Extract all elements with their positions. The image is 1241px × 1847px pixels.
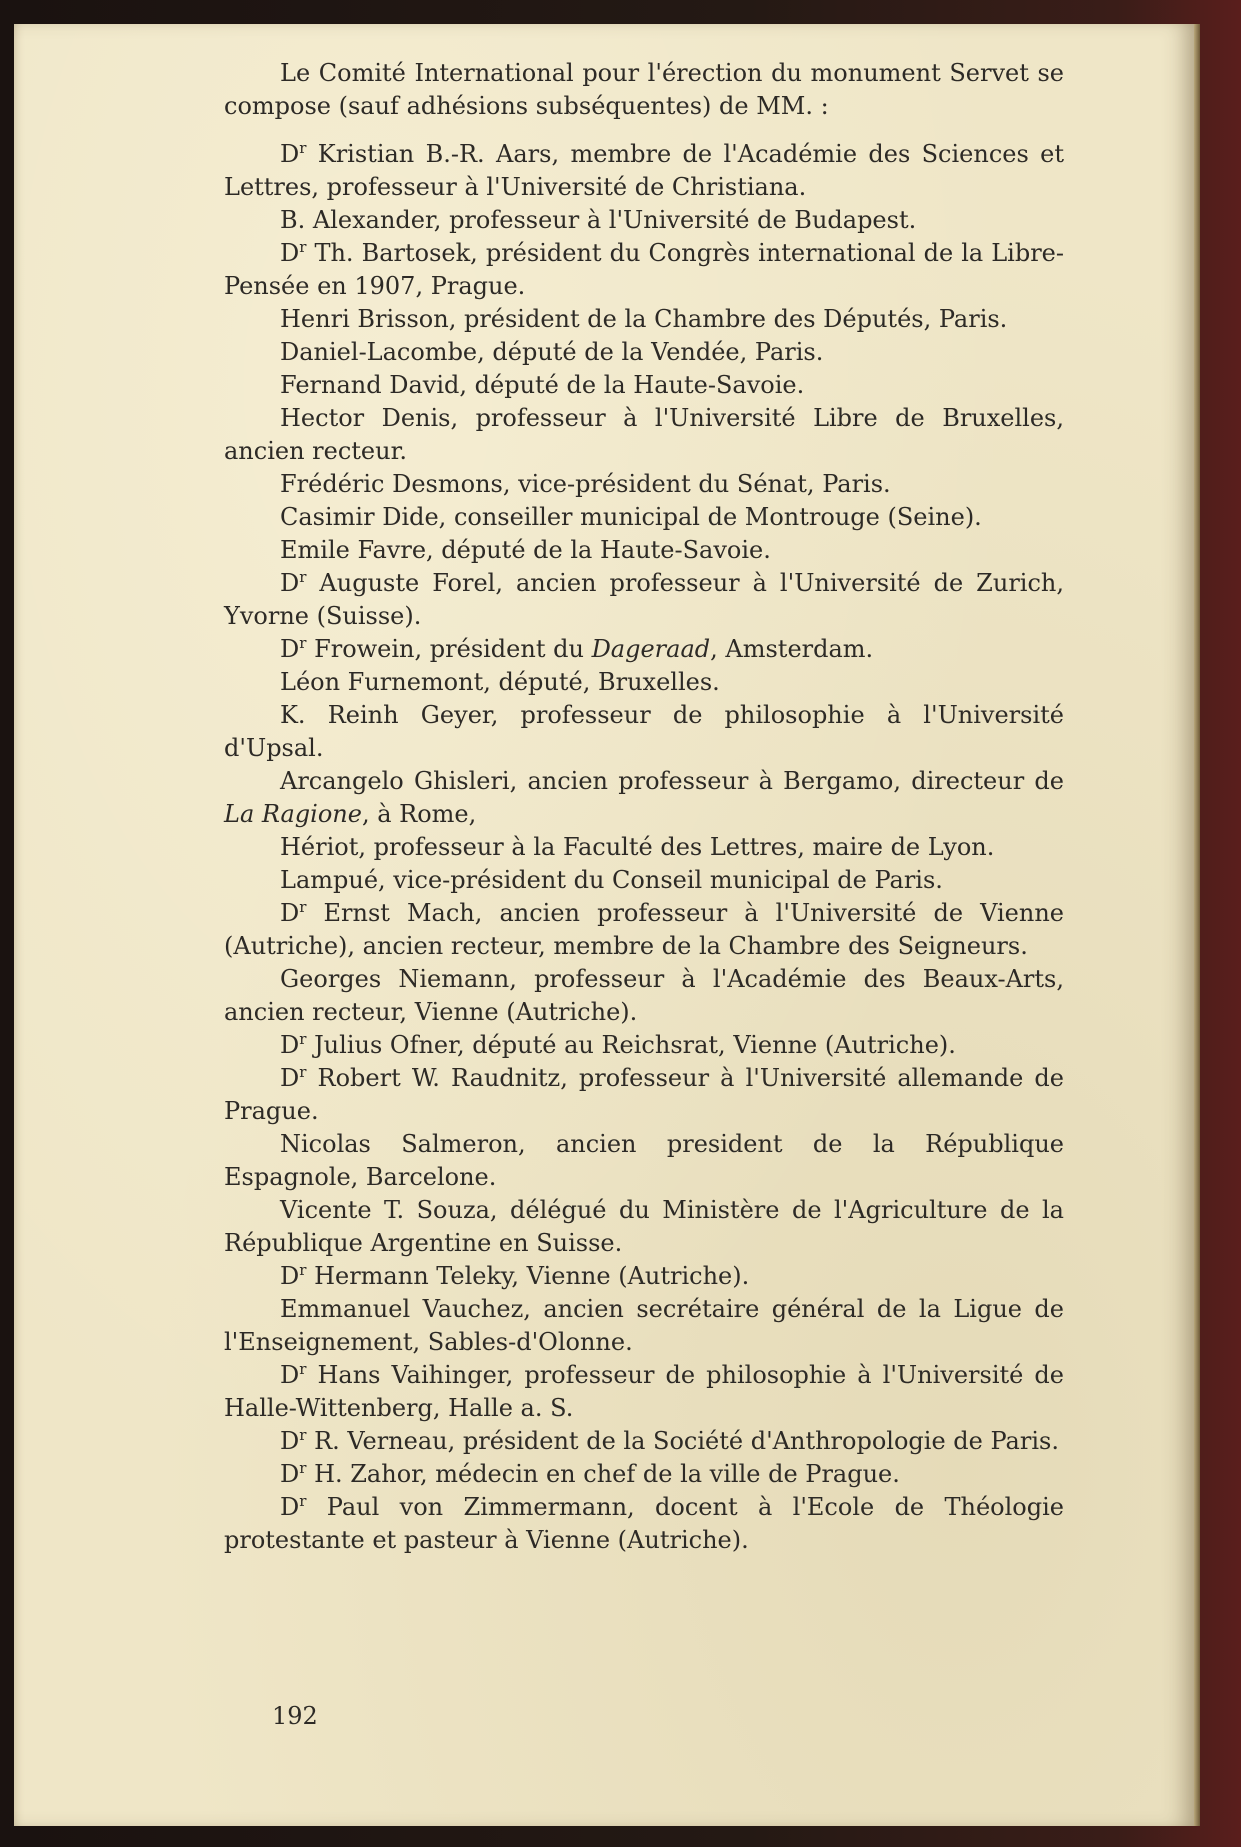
member-text: Vicente T. Souza, délégué du Ministère de l'Agriculture de la République Argentine en Suisse.	[224, 1196, 1064, 1257]
member-text: Julius Ofner, député au Reichsrat, Vienne (Autriche).	[314, 1031, 956, 1059]
member-list	[224, 138, 1064, 1557]
title-prefix-superscript: r	[299, 238, 307, 256]
member-text: , Amsterdam.	[710, 635, 874, 663]
title-prefix-superscript: r	[299, 1063, 307, 1081]
title-prefix-letter: D	[280, 1427, 300, 1455]
member-entry	[224, 633, 1064, 666]
member-entry	[224, 864, 1064, 897]
page-edge	[1194, 24, 1200, 1826]
title-prefix-letter: D	[280, 899, 300, 927]
member-entry	[224, 1062, 1064, 1128]
member-entry	[224, 1425, 1064, 1458]
member-text: Hermann Teleky, Vienne (Autriche).	[314, 1262, 750, 1290]
member-entry	[224, 402, 1064, 468]
publication-title: Dageraad	[591, 635, 711, 663]
member-text: Léon Furnemont, député, Bruxelles.	[280, 668, 720, 696]
member-entry	[224, 1491, 1064, 1557]
member-entry	[224, 699, 1064, 765]
member-entry	[224, 501, 1064, 534]
member-entry	[224, 237, 1064, 303]
title-prefix-superscript: r	[299, 1261, 307, 1279]
member-text: R. Verneau, président de la Société d'Anthropologie de Paris.	[314, 1427, 1059, 1455]
member-text: Daniel-Lacombe, député de la Vendée, Paris.	[280, 338, 824, 366]
member-text: Th. Bartosek, président du Congrès international de la Libre-Pensée en 1907, Prague.	[224, 239, 1064, 300]
member-text: K. Reinh Geyer, professeur de philosophie à l'Université d'Upsal.	[224, 701, 1064, 762]
member-text: Arcangelo Ghisleri, ancien professeur à Bergamo, directeur de	[280, 767, 1064, 795]
member-entry	[224, 765, 1064, 831]
page-number: 192	[272, 1702, 318, 1730]
title-prefix	[280, 569, 306, 597]
title-prefix-superscript: r	[299, 1426, 307, 1444]
member-entry	[224, 534, 1064, 567]
title-prefix-letter: D	[280, 1031, 300, 1059]
member-entry	[224, 1293, 1064, 1359]
intro-paragraph: Le Comité International pour l'érection du monument Servet se compose (sauf adhésions subséquentes) de MM. :	[224, 59, 1064, 120]
member-text: Georges Niemann, professeur à l'Académie des Beaux-Arts, ancien recteur, Vienne (Autriche).	[224, 965, 1064, 1026]
title-prefix-superscript: r	[299, 1492, 307, 1510]
title-prefix-letter: D	[280, 1262, 300, 1290]
member-text: Lampué, vice-président du Conseil municipal de Paris.	[280, 866, 943, 894]
member-text: Fernand David, député de la Haute-Savoie.	[280, 371, 805, 399]
title-prefix-letter: D	[280, 1460, 300, 1488]
member-text: Auguste Forel, ancien professeur à l'Université de Zurich, Yvorne (Suisse).	[224, 569, 1064, 630]
member-text: Kristian B.-R. Aars, membre de l'Académie des Sciences et Lettres, professeur à l'Université de Christiana.	[224, 140, 1064, 201]
member-text: Hériot, professeur à la Faculté des Lettres, maire de Lyon.	[280, 833, 995, 861]
title-prefix	[280, 1460, 306, 1488]
title-prefix	[280, 1064, 306, 1092]
title-prefix-letter: D	[280, 239, 300, 267]
member-entry	[224, 567, 1064, 633]
member-entry	[224, 138, 1064, 204]
member-text: Emmanuel Vauchez, ancien secrétaire général de la Ligue de l'Enseignement, Sables-d'Olonne.	[224, 1295, 1064, 1356]
title-prefix	[280, 1031, 306, 1059]
member-text: B. Alexander, professeur à l'Université de Budapest.	[280, 206, 917, 234]
member-entry	[224, 1260, 1064, 1293]
member-entry	[224, 1128, 1064, 1194]
member-text: Hector Denis, professeur à l'Université Libre de Bruxelles, ancien recteur.	[224, 404, 1064, 465]
title-prefix-superscript: r	[299, 1030, 307, 1048]
member-text: Emile Favre, député de la Haute-Savoie.	[280, 536, 771, 564]
title-prefix	[280, 239, 306, 267]
title-prefix-superscript: r	[299, 1459, 307, 1477]
title-prefix-letter: D	[280, 635, 300, 663]
member-entry	[224, 468, 1064, 501]
member-text: Henri Brisson, président de la Chambre des Députés, Paris.	[280, 305, 1008, 333]
member-entry	[224, 1359, 1064, 1425]
member-entry	[224, 1029, 1064, 1062]
member-entry	[224, 336, 1064, 369]
title-prefix-superscript: r	[299, 898, 307, 916]
member-text: , à Rome,	[361, 800, 477, 828]
member-text: Frédéric Desmons, vice-président du Sénat, Paris.	[280, 470, 891, 498]
title-prefix	[280, 1493, 306, 1521]
member-text: Robert W. Raudnitz, professeur à l'Université allemande de Prague.	[224, 1064, 1064, 1125]
member-text: Ernst Mach, ancien professeur à l'Université de Vienne (Autriche), ancien recteur, membre de la Chambre des Seigneurs.	[224, 899, 1064, 960]
title-prefix-letter: D	[280, 1064, 300, 1092]
publication-title: La Ragione	[224, 800, 362, 828]
member-entry	[224, 963, 1064, 1029]
member-entry	[224, 303, 1064, 336]
member-text: Frowein, président du	[314, 635, 592, 663]
title-prefix	[280, 1427, 306, 1455]
member-entry	[224, 369, 1064, 402]
title-prefix-superscript: r	[299, 568, 307, 586]
member-text: Nicolas Salmeron, ancien president de la République Espagnole, Barcelone.	[224, 1130, 1064, 1191]
member-text: H. Zahor, médecin en chef de la ville de Prague.	[314, 1460, 900, 1488]
member-entry	[224, 204, 1064, 237]
member-entry	[224, 666, 1064, 699]
member-entry	[224, 1458, 1064, 1491]
title-prefix	[280, 1361, 306, 1389]
member-entry	[224, 897, 1064, 963]
title-prefix	[280, 635, 306, 663]
member-entry	[224, 831, 1064, 864]
title-prefix-superscript: r	[299, 634, 307, 652]
title-prefix-letter: D	[280, 140, 300, 168]
member-entry	[224, 1194, 1064, 1260]
title-prefix-superscript: r	[299, 1360, 307, 1378]
document-body	[224, 57, 1064, 1557]
title-prefix	[280, 140, 306, 168]
title-prefix-superscript: r	[299, 139, 307, 157]
member-text: Paul von Zimmermann, docent à l'Ecole de Théologie protestante et pasteur à Vienne (Autriche).	[224, 1493, 1064, 1554]
title-prefix	[280, 1262, 306, 1290]
title-prefix-letter: D	[280, 1361, 300, 1389]
member-text: Hans Vaihinger, professeur de philosophie à l'Université de Halle-Wittenberg, Halle a. S.	[224, 1361, 1064, 1422]
title-prefix-letter: D	[280, 569, 300, 597]
title-prefix	[280, 899, 306, 927]
title-prefix-letter: D	[280, 1493, 300, 1521]
member-text: Casimir Dide, conseiller municipal de Montrouge (Seine).	[280, 503, 982, 531]
